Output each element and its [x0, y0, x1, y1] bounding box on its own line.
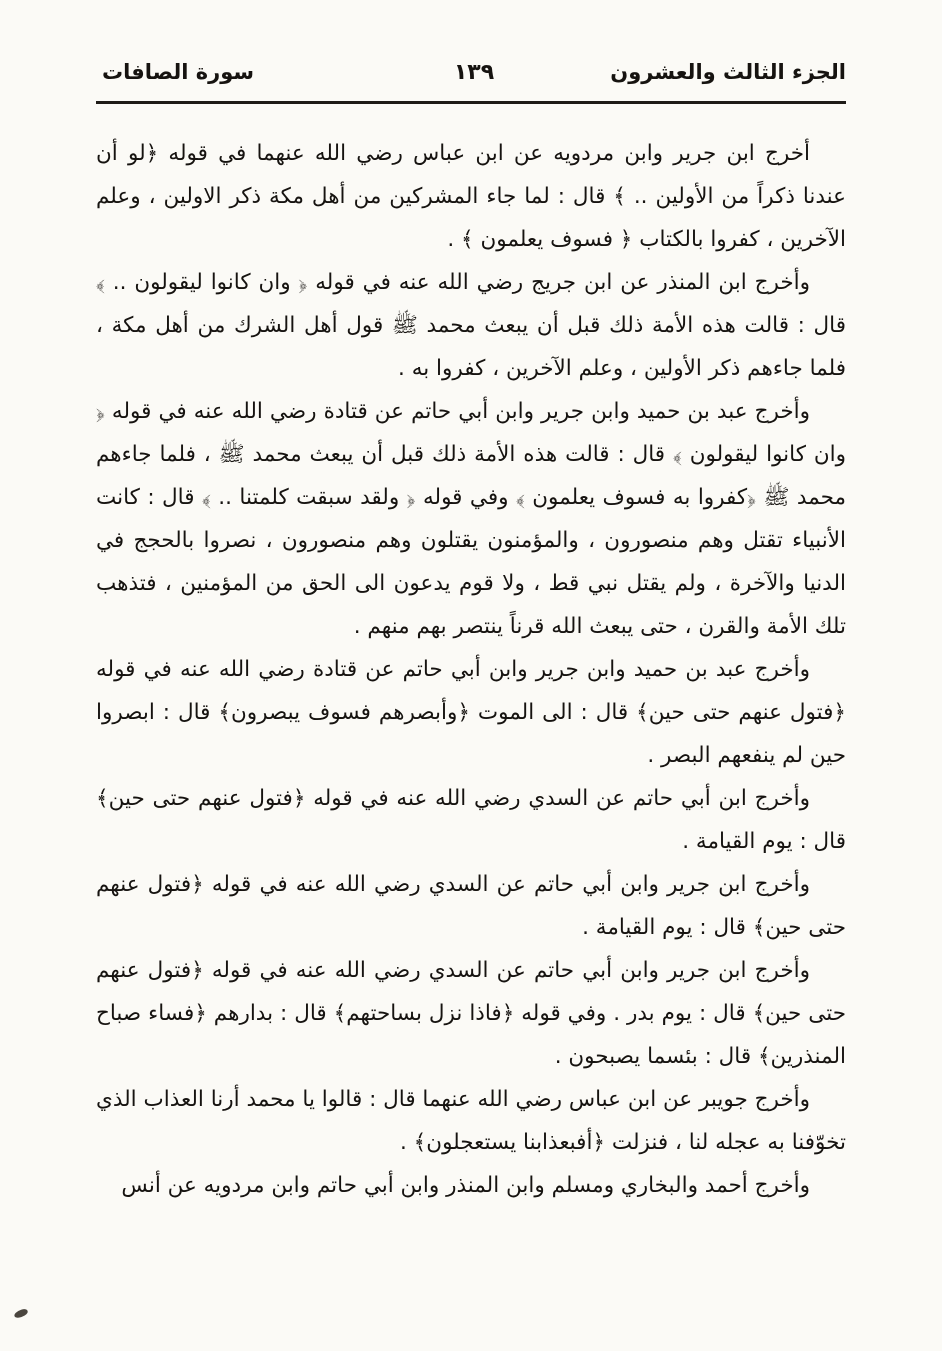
- paragraph-1: أخرج ابن جرير وابن مردويه عن ابن عباس رضي الله عنهما في قوله ﴿لو أن عندنا ذكراً من الأولين .. ﴾ قال : لما جاء المشركين من أهل مكة ذكر الاولين ، وعلم الآخرين ، كفروا بالكتاب ﴿ فسوف يعلمون ﴾ .: [96, 141, 846, 252]
- paragraph-3: وأخرج عبد بن حميد وابن جرير وابن أبي حاتم عن قتادة رضي الله عنه في قوله ﴿ وان كانوا ليقولون ﴾ قال : قالت هذه الأمة ذلك قبل أن يبعث محمد ﷺ ، فلما جاءهم محمد ﷺ ﴿كفروا به فسوف يعلمون ﴾ وفي قوله ﴿ ولقد سبقت كلمتنا .. ﴾ قال : كانت الأنبياء تقتل وهم منصورون ، والمؤمنون يقتلون وهم منصورون ، نصروا بالحجج في الدنيا والآخرة ، ولم يقتل نبي قط ، ولا قوم يدعون الى الحق من المؤمنين ، فتذهب تلك الأمة والقرن ، حتى يبعث الله قرناً ينتصر بهم منهم .: [96, 399, 846, 639]
- paragraph-5: وأخرج ابن أبي حاتم عن السدي رضي الله عنه في قوله ﴿فتول عنهم حتى حين﴾ قال : يوم القيامة .: [96, 786, 846, 854]
- juz-title: الجزء الثالث والعشرون: [610, 60, 846, 84]
- paragraph-6: وأخرج ابن جرير وابن أبي حاتم عن السدي رضي الله عنه في قوله ﴿فتول عنهم حتى حين﴾ قال : يوم القيامة .: [96, 872, 846, 940]
- scan-ink-smudge: [13, 1308, 28, 1319]
- page-header: [96, 56, 846, 89]
- paragraph-2: وأخرج ابن المنذر عن ابن جريج رضي الله عنه في قوله ﴿ وان كانوا ليقولون .. ﴾ قال : قالت هذه الأمة ذلك قبل أن يبعث محمد ﷺ قول أهل الشرك من أهل مكة ، فلما جاءهم ذكر الأولين ، وعلم الآخرين ، كفروا به .: [96, 270, 846, 381]
- paragraph-7: وأخرج ابن جرير وابن أبي حاتم عن السدي رضي الله عنه في قوله ﴿فتول عنهم حتى حين﴾ قال : يوم بدر . وفي قوله ﴿فاذا نزل بساحتهم﴾ قال : بدارهم ﴿فساء صباح المنذرين﴾ قال : بئسما يصبحون .: [96, 958, 846, 1069]
- paragraph-9: وأخرج أحمد والبخاري ومسلم وابن المنذر وابن أبي حاتم وابن مردويه عن أنس: [121, 1173, 810, 1198]
- surah-title: سورة الصافات: [102, 60, 255, 84]
- header-rule: [96, 101, 846, 104]
- paragraph-8: وأخرج جويبر عن ابن عباس رضي الله عنهما قال : قالوا يا محمد أرنا العذاب الذي تخوّفنا به عجله لنا ، فنزلت ﴿أفبعذابنا يستعجلون﴾ .: [96, 1087, 846, 1155]
- paragraph-4: وأخرج عبد بن حميد وابن جرير وابن أبي حاتم عن قتادة رضي الله عنه في قوله ﴿فتول عنهم حتى حين﴾ قال : الى الموت ﴿وأبصرهم فسوف يبصرون﴾ قال : ابصروا حين لم ينفعهم البصر .: [96, 657, 846, 768]
- page-number: ١٣٩: [453, 60, 495, 85]
- page-body: [96, 132, 846, 1207]
